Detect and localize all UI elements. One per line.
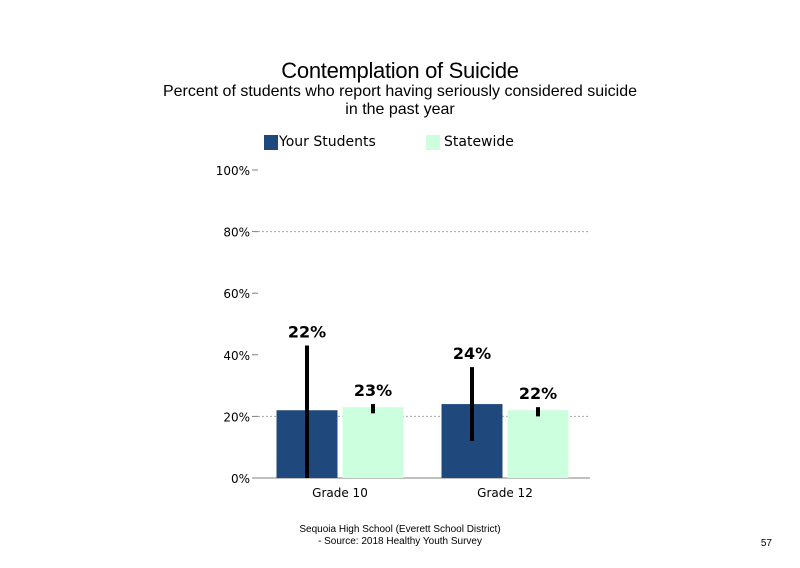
- data-label-your-students-grade-12: 24%: [452, 344, 492, 364]
- y-tick-label-100: 100%: [215, 164, 250, 178]
- y-tick-label-40: 40%: [223, 348, 250, 363]
- data-label-your-students-grade-10: 22%: [287, 322, 327, 342]
- page-number: 57: [760, 538, 772, 549]
- subtitle-line-1: Percent of students who report having seriously considered suicide: [162, 83, 638, 100]
- x-tick-label-grade-10: Grade 10: [312, 486, 368, 500]
- y-tick-label-0: 0%: [230, 472, 250, 486]
- bar-statewide-grade-12: [508, 410, 569, 478]
- footer-survey-source: - Source: 2018 Healthy Youth Survey: [318, 536, 482, 547]
- chart-title: Contemplation of Suicide: [281, 58, 519, 83]
- y-tick-label-80: 80%: [223, 225, 250, 240]
- legend-label-statewide: Statewide: [444, 134, 514, 150]
- y-tick-label-60: 60%: [223, 287, 250, 302]
- x-tick-label-grade-12: Grade 12: [477, 486, 533, 500]
- subtitle-line-2: in the past year: [345, 101, 455, 118]
- footer-school: Sequoia High School (Everett School District): [299, 524, 501, 535]
- bar-statewide-grade-10: [343, 407, 404, 478]
- y-tick-label-20: 20%: [223, 410, 250, 425]
- data-label-statewide-grade-10: 23%: [353, 381, 393, 401]
- legend-label-your-students: Your Students: [279, 134, 376, 150]
- data-label-statewide-grade-12: 22%: [518, 384, 558, 404]
- footer-source: [200, 524, 600, 548]
